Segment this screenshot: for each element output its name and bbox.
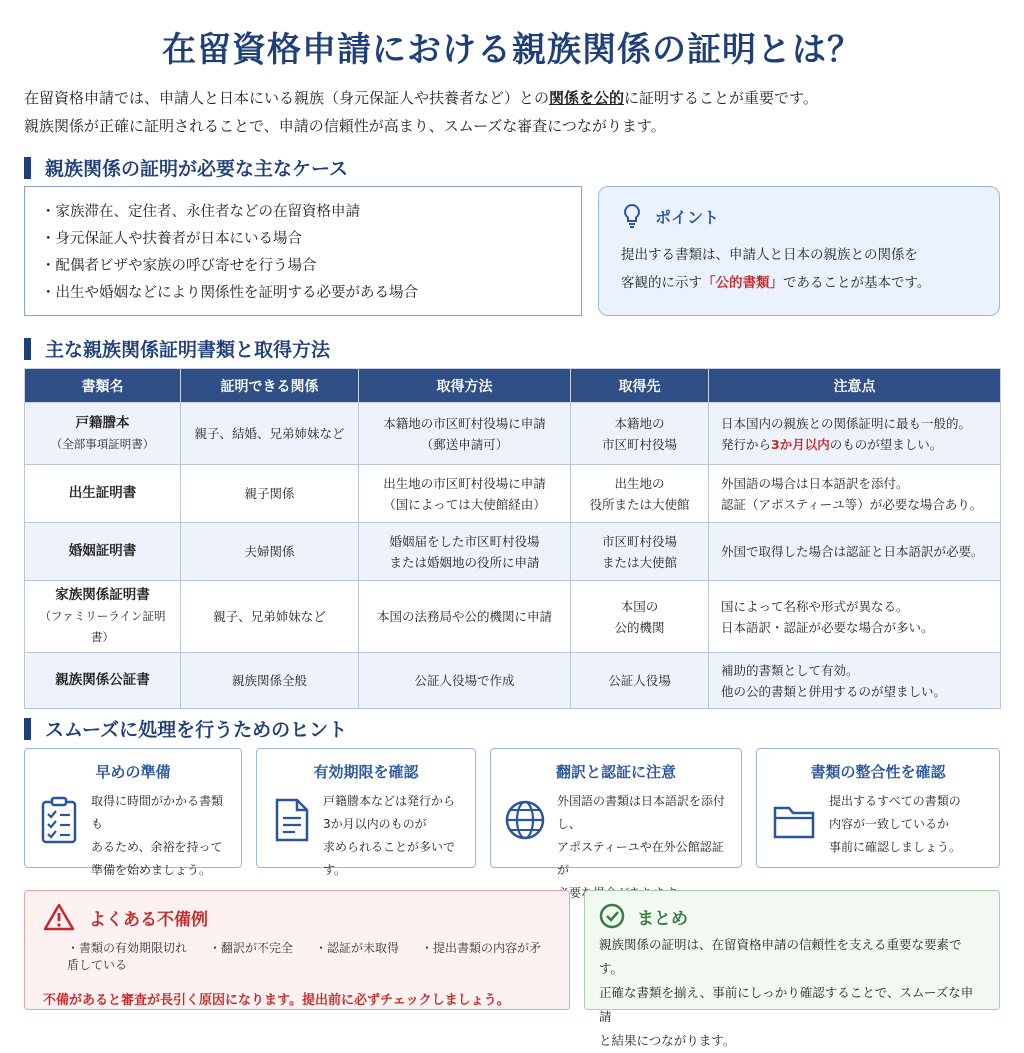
hint-line: 3か月以内のものが	[323, 817, 427, 831]
method-line: （国によっては大使館経由）	[383, 496, 546, 512]
point-emphasis: 「公的書類」	[702, 275, 783, 291]
where-cell	[571, 581, 709, 653]
where-line: 市区町村役場	[601, 436, 677, 452]
section-heading-documents	[24, 335, 330, 362]
method-line: 本国の法務局や公的機関に申請	[376, 609, 552, 624]
point-label: ポイント	[655, 207, 720, 227]
globe-icon	[503, 796, 547, 844]
where-cell	[571, 653, 709, 709]
note-cell	[709, 581, 1001, 653]
column-header: 取得先	[571, 369, 709, 403]
warning-icon	[43, 903, 75, 931]
folder-icon	[769, 796, 819, 844]
checklist-icon	[37, 796, 81, 844]
column-header: 書類名	[25, 369, 181, 403]
intro-text	[24, 84, 1004, 140]
hint-line: アポスティーユや在外公館認証が	[557, 840, 724, 877]
hint-title: 有効期限を確認	[313, 763, 419, 781]
column-header: 取得方法	[359, 369, 571, 403]
document-name-cell	[25, 523, 181, 581]
document-name: 出生証明書	[68, 485, 137, 501]
document-name: 家族関係証明書	[55, 587, 150, 603]
intro-emphasis: 関係を公的	[549, 89, 625, 107]
table-header-row	[25, 369, 1001, 403]
section-heading-cases-label: 親族関係の証明が必要な主なケース	[45, 158, 349, 180]
where-line: 役所または大使館	[589, 496, 690, 512]
warning-item: ・書類の有効期限切れ	[67, 941, 188, 955]
hint-title: 翻訳と認証に注意	[555, 763, 676, 781]
where-line: または大使館	[601, 554, 677, 570]
point-line2-c: であることが基本です。	[783, 275, 931, 291]
section-heading-documents-label: 主な親族関係証明書類と取得方法	[45, 339, 331, 361]
note-text: 発行から	[721, 436, 772, 452]
method-cell	[359, 465, 571, 523]
method-line: 婚姻届をした市区町村役場	[389, 533, 540, 549]
note-line: 外国で取得した場合は認証と日本語訳が必要。	[721, 544, 984, 559]
document-name: 婚姻証明書	[68, 543, 137, 559]
summary-heading: まとめ	[637, 908, 688, 929]
note-line: 外国語の場合は日本語訳を添付。	[721, 475, 909, 491]
note-line: 国によって名称や形式が異なる。	[721, 598, 909, 614]
document-name-sub: （全部事項証明書）	[50, 436, 155, 451]
cases-box	[24, 186, 582, 316]
where-line: 出生地の	[614, 475, 665, 491]
summary-line: 正確な書類を揃え、事前にしっかり確認することで、スムーズな申請	[599, 985, 974, 1024]
hint-line: 取得に時間がかかる書類も	[91, 794, 224, 831]
intro-line2: 親族関係が正確に証明されることで、申請の信頼性が高まり、スムーズな審査につながります。	[24, 117, 666, 135]
where-cell	[571, 465, 709, 523]
note-emphasis: 3か月以内	[771, 436, 830, 452]
hint-title: 早めの準備	[95, 763, 171, 781]
summary-box	[584, 890, 1000, 1048]
document-name-cell	[25, 465, 181, 523]
hint-line: 内容が一致しているか	[829, 817, 950, 831]
note-line: 日本語訳・認証が必要な場合が多い。	[721, 619, 934, 635]
hint-line: 外国語の書類は日本語訳を添付し、	[557, 794, 726, 831]
case-item: ・身元保証人や扶養者が日本にいる場合	[41, 231, 302, 247]
note-cell	[709, 653, 1001, 709]
hint-line: 戸籍謄本などは発行から	[323, 794, 456, 808]
hint-card	[24, 748, 242, 877]
method-cell	[359, 403, 571, 465]
heading-bar	[24, 718, 31, 740]
hint-card	[490, 748, 742, 877]
method-line: （郵送申請可）	[420, 436, 509, 452]
warning-item: ・提出書類の内容が矛盾している	[67, 941, 542, 972]
method-line: または婚姻地の役所に申請	[389, 554, 540, 570]
lightbulb-icon	[621, 203, 643, 229]
document-icon	[269, 796, 313, 844]
point-line2-a: 客観的に示す	[621, 275, 702, 291]
page-title: 在留資格申請における親族関係の証明とは？	[162, 30, 862, 70]
hint-line: 準備を始めましょう。	[91, 863, 212, 877]
column-header: 証明できる関係	[181, 369, 359, 403]
document-name-sub: （ファミリーライン証明書）	[39, 609, 166, 644]
relation-cell: 親族関係全般	[181, 653, 359, 709]
note-line: 他の公的書類と併用するのが望ましい。	[721, 683, 947, 699]
where-line: 本籍地の	[614, 415, 665, 431]
table-row	[25, 653, 1001, 709]
document-name-cell	[25, 653, 181, 709]
relation-cell: 親子関係	[181, 465, 359, 523]
common-mistakes-box	[24, 890, 570, 1010]
relation-cell: 親子、兄弟姉妹など	[181, 581, 359, 653]
method-line: 出生地の市区町村役場に申請	[383, 475, 546, 491]
where-line: 市区町村役場	[601, 533, 677, 549]
hint-line: あるため、余裕を持って	[91, 840, 223, 854]
where-line: 本国の	[620, 598, 659, 614]
case-item: ・配偶者ビザや家族の呼び寄せを行う場合	[41, 258, 317, 274]
note-line	[721, 434, 994, 455]
summary-line: と結果につながります。	[599, 1033, 736, 1048]
heading-bar	[24, 157, 31, 179]
note-cell	[709, 465, 1001, 523]
table-row	[25, 523, 1001, 581]
table-row	[25, 465, 1001, 523]
hint-title: 書類の整合性を確認	[810, 763, 946, 781]
document-name-cell	[25, 403, 181, 465]
method-line: 公証人役場で作成	[414, 673, 515, 688]
section-heading-hints-label: スムーズに処理を行うためのヒント	[45, 719, 348, 741]
heading-bar	[24, 338, 31, 360]
table-row	[25, 581, 1001, 653]
warning-items	[43, 939, 551, 973]
method-cell	[359, 523, 571, 581]
warning-heading: よくある不備例	[89, 909, 208, 930]
warning-footer: 不備があると審査が長引く原因になります。提出前に必ずチェックしましょう。	[43, 993, 510, 1008]
hint-line: 求められることが多いです。	[323, 840, 456, 877]
table-row	[25, 403, 1001, 465]
document-name: 親族関係公証書	[55, 672, 150, 688]
summary-line: 親族関係の証明は、在留資格申請の信頼性を支える重要な要素です。	[599, 937, 962, 976]
note-text: のものが望ましい。	[829, 436, 943, 452]
method-cell	[359, 653, 571, 709]
hint-card	[256, 748, 476, 877]
case-item: ・家族滞在、定住者、永住者などの在留資格申請	[41, 204, 360, 220]
intro-line1-c: に証明することが重要です。	[624, 89, 818, 107]
document-name: 戸籍謄本	[75, 414, 130, 431]
check-circle-icon	[599, 903, 625, 929]
section-heading-hints	[24, 715, 347, 742]
relation-cell: 親子、結婚、兄弟姉妹など	[181, 403, 359, 465]
note-line: 認証（アポスティーユ等）が必要な場合あり。	[721, 496, 983, 512]
hint-line: 事前に確認しましょう。	[829, 840, 962, 854]
section-heading-cases	[24, 154, 348, 181]
note-cell	[709, 523, 1001, 581]
document-name-cell	[25, 581, 181, 653]
note-line: 補助的書類として有効。	[721, 662, 859, 678]
note-line: 日本国内の親族との関係証明に最も一般的。	[721, 415, 972, 431]
method-cell	[359, 581, 571, 653]
where-cell	[571, 523, 709, 581]
documents-table	[24, 368, 1001, 709]
warning-item: ・翻訳が不完全	[209, 941, 294, 955]
point-line1: 提出する書類は、申請人と日本の親族との関係を	[621, 247, 918, 263]
relation-cell: 夫婦関係	[181, 523, 359, 581]
method-line: 本籍地の市区町村役場に申請	[383, 415, 546, 431]
where-line: 公的機関	[614, 619, 665, 635]
point-box	[598, 186, 1000, 316]
case-item: ・出生や婚姻などにより関係性を証明する必要がある場合	[41, 285, 418, 301]
where-line: 公証人役場	[608, 673, 671, 688]
note-cell	[709, 403, 1001, 465]
warning-item: ・認証が未取得	[315, 941, 400, 955]
intro-line1-a: 在留資格申請では、申請人と日本にいる親族（身元保証人や扶養者など）との	[24, 89, 550, 107]
hint-card	[756, 748, 1000, 868]
column-header: 注意点	[709, 369, 1001, 403]
where-cell	[571, 403, 709, 465]
hint-line: 提出するすべての書類の	[829, 794, 961, 808]
